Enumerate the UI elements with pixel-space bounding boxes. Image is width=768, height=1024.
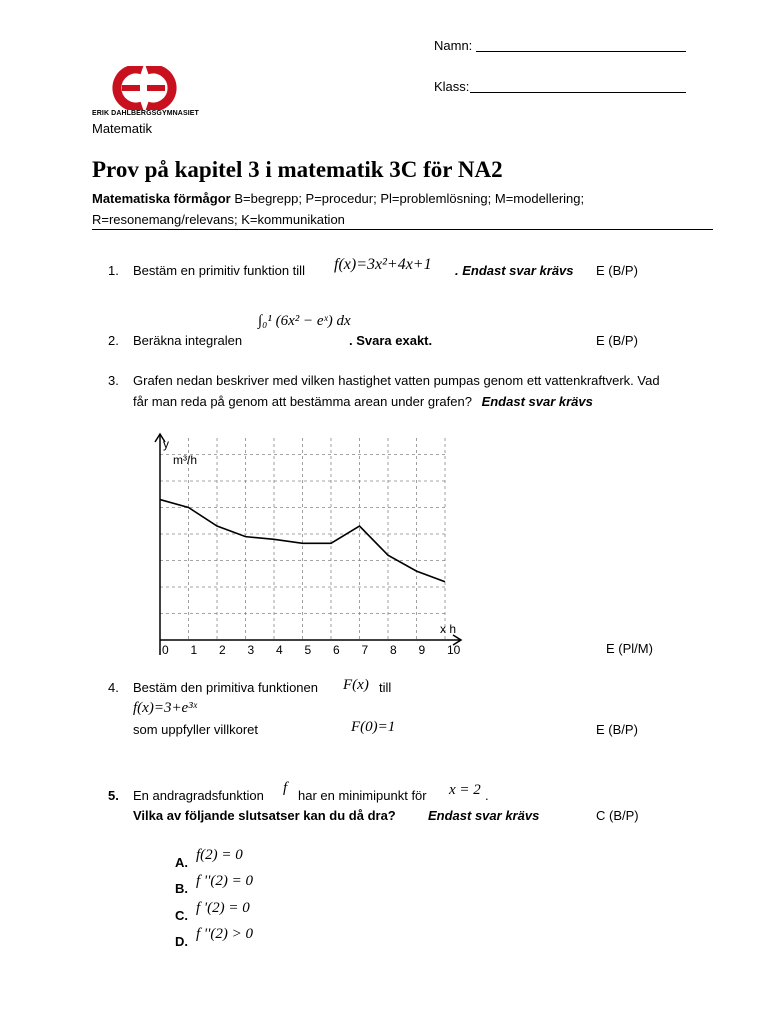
- header-divider: [92, 229, 713, 230]
- q2-instruction: . Svara exakt.: [349, 333, 433, 348]
- class-label: Klass:: [434, 79, 470, 94]
- q5-f-symbol: f: [283, 780, 288, 796]
- y-axis-label: y: [163, 437, 169, 451]
- q5-text-b: har en minimipunkt för: [298, 788, 427, 803]
- x-tick-label: 7: [361, 643, 369, 657]
- q4-formula-F: F(x): [343, 677, 369, 693]
- q5-option-a: f(2) = 0: [196, 847, 243, 863]
- q2-text: Beräkna integralen: [133, 333, 243, 348]
- school-name: ERIK DAHLBERGSGYMNASIET: [92, 110, 199, 117]
- name-line[interactable]: [476, 38, 686, 52]
- q4-grade: E (B/P): [596, 722, 638, 737]
- q3-number: 3.: [108, 373, 119, 388]
- x-tick-label: 5: [304, 643, 312, 657]
- q5-option-a-letter: A.: [175, 855, 188, 870]
- q3-grade: E (Pl/M): [606, 641, 653, 656]
- q3-text-line-2: [133, 394, 593, 409]
- y-unit-label: m³/h: [173, 453, 197, 467]
- q3-text-line-2-text: får man reda på genom att bestämma arean under grafen?: [133, 394, 472, 409]
- class-line[interactable]: [470, 79, 686, 93]
- x-tick-label: 4: [276, 643, 283, 657]
- q3-text-line-1: Grafen nedan beskriver med vilken hastighet vatten pumpas genom ett vattenkraftverk. Vad: [133, 373, 660, 388]
- q5-option-b-letter: B.: [175, 881, 188, 896]
- logo-mark: [92, 66, 202, 110]
- q5-option-d-letter: D.: [175, 934, 188, 949]
- x-tick-label: 9: [418, 643, 426, 657]
- x-tick-label: 10: [447, 643, 461, 657]
- subject-label: Matematik: [92, 121, 152, 136]
- q5-grade: C (B/P): [596, 808, 639, 823]
- x-tick-label: 6: [333, 643, 340, 657]
- name-field[interactable]: [434, 38, 472, 53]
- q5-number: 5.: [108, 788, 119, 803]
- x-tick-label: 2: [219, 643, 226, 657]
- competencies-label: Matematiska förmågor: [92, 191, 231, 206]
- q5-question: Vilka av följande slutsatser kan du då dra?: [133, 808, 396, 823]
- x-tick-label: 0: [162, 643, 169, 657]
- q5-option-b: f ''(2) = 0: [196, 873, 253, 889]
- chart-grid: [160, 438, 445, 640]
- q4-text: Bestäm den primitiva funktionen: [133, 680, 318, 695]
- logo-letters: ED: [92, 66, 94, 67]
- x-tick-label: 1: [190, 643, 198, 657]
- flow-chart: [140, 430, 480, 660]
- q5-option-c: f '(2) = 0: [196, 900, 250, 916]
- page-title: Prov på kapitel 3 i matematik 3C för NA2: [92, 157, 503, 182]
- q1-number: 1.: [108, 263, 119, 278]
- school-logo: [92, 66, 202, 122]
- q4-condition-text: som uppfyller villkoret: [133, 722, 258, 737]
- x-axis-label: x h: [440, 622, 457, 636]
- x-tick-label: 8: [390, 643, 397, 657]
- competencies-line-2: R=resonemang/relevans; K=kommunikation: [92, 212, 345, 227]
- q5-period: .: [485, 788, 489, 803]
- q5-instruction: Endast svar krävs: [428, 808, 540, 823]
- q5-option-c-letter: C.: [175, 908, 188, 923]
- q3-instruction: Endast svar krävs: [481, 394, 593, 409]
- chart-axes: [155, 434, 461, 655]
- q1-instruction: . Endast svar krävs: [455, 263, 574, 278]
- q4-formula-f: f(x)=3+e³ˣ: [133, 700, 197, 716]
- q2-grade: E (B/P): [596, 333, 638, 348]
- q4-till: till: [379, 680, 392, 695]
- q4-condition: F(0)=1: [351, 719, 396, 735]
- q1-text: Bestäm en primitiv funktion till: [133, 263, 305, 278]
- q2-number: 2.: [108, 333, 119, 348]
- q1-formula: f(x)=3x²+4x+1: [334, 256, 432, 273]
- q5-x-eq: x = 2: [449, 782, 481, 798]
- q1-grade: E (B/P): [596, 263, 638, 278]
- q2-formula: ∫₀¹ (6x² − eˣ) dx: [258, 313, 351, 329]
- q5-text-a: En andragradsfunktion: [133, 788, 264, 803]
- x-tick-label: 3: [247, 643, 255, 657]
- q4-number: 4.: [108, 680, 119, 695]
- x-tick-labels: [162, 643, 461, 657]
- competencies-text-1: B=begrepp; P=procedur; Pl=problemlösning; M=modellering;: [234, 191, 585, 206]
- competencies-line-1: [92, 191, 584, 206]
- class-field[interactable]: [434, 79, 469, 94]
- name-label: Namn:: [434, 38, 473, 53]
- q5-option-d: f ''(2) > 0: [196, 926, 253, 942]
